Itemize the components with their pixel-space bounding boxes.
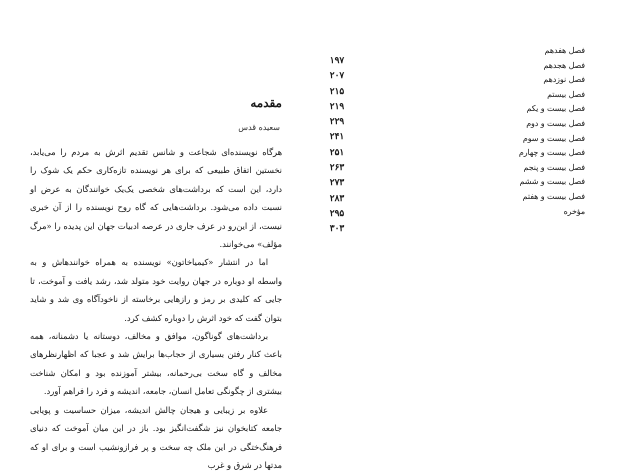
page-title: مقدمه (250, 96, 282, 110)
toc-chapter-title: فصل بیست و دوم (526, 118, 585, 128)
toc-page-number: ۲۷۳ (329, 178, 345, 189)
toc-page-number: ۳۰۳ (329, 224, 345, 235)
toc-page-number: ۱۹۷ (329, 56, 345, 66)
left-page (0, 0, 305, 472)
toc-page-number: ۲۱۵ (329, 86, 345, 97)
toc-chapter-list (475, 44, 585, 219)
toc-page-number: ۲۶۳ (329, 163, 345, 174)
paragraph: برداشت‌های گوناگون، موافق و مخالف، دوستانه یا دشمنانه، همه باعث کنار رفتن بسیاری از حجاب‌ها برایش شد و عجبا که اظهارنظرهای مخالف و گاه سخت بی‌رحمانه، بیشتر آموزنده بود و امکان شناخت بیشتری از چگونگی تعامل انسان، جامعه، اندیشه و فرد را فراهم آورد. (30, 331, 282, 397)
toc-page-number: ۲۹۵ (329, 208, 345, 219)
toc-chapter-title: فصل بیست و چهارم (518, 148, 585, 158)
toc-page-number: ۲۸۳ (329, 193, 345, 204)
toc-page-number: ۲۰۷ (329, 71, 345, 82)
toc-chapter-title: فصل هفدهم (544, 46, 585, 55)
right-page (305, 0, 617, 472)
toc-chapter-title: مؤخره (563, 206, 585, 216)
toc-page-number: ۲۱۹ (329, 101, 345, 112)
toc-chapter-title: فصل بیست و یکم (526, 104, 585, 114)
toc-page-number: ۲۴۱ (329, 132, 345, 143)
toc-page-number: ۲۲۹ (329, 117, 345, 128)
paragraph: علاوه بر زیبایی و هیجان چالش اندیشه، میزان حساسیت و پویایی جامعه کتابخوان نیز شگفت‌انگیز بود. باز در این میان آموخت که دنیای فرهنگ‌ختگی در این ملک چه سخت و پر فرازونشیب است و برای او که مدتها در شرق و غرب (30, 404, 282, 470)
toc-chapter-title: فصل نوزدهم (543, 75, 585, 85)
toc-page-number: ۲۵۱ (329, 147, 345, 158)
paragraph: اما در انتشار «کیمیاخاتون» نویسنده به همراه خوانندهاش و به واسطه او دوباره در جهان روایت خود متولد شد، رشد یافت و آموخت، تا جایی که کلیدی بر رمز و رازهایی برخاسته از ناخودآگاه وی شد و شاید بتوان گفت که خود اثرش را دوباره کشف کرد. (30, 257, 282, 323)
toc-chapter-title: فصل بیست و ششم (519, 177, 585, 187)
author-name: سعیده قدس (238, 123, 280, 132)
paragraph: هرگاه نویسنده‌ای شجاعت و شانس تقدیم اثرش به مردم را می‌یابد، نخستین اتفاق طبیعی که برای هر نویسنده تازه‌کاری حکم یک شوک را دارد، این است که برداشت‌های شخصی یک‌یک خوانندگان به عرض او نسبت داده می‌شود. برداشت‌هایی که گاه روح نویسنده را از آن خبری نیست، از این‌رو در عرف جاری در عرصه ادبیات جهان این پدیده را «مرگ مؤلف» می‌خوانند. (30, 147, 282, 250)
toc-chapter-title: فصل بیست و هفتم (522, 191, 585, 201)
introduction-text (30, 143, 282, 474)
toc-chapter-title: فصل بیست و پنجم (523, 162, 585, 172)
toc-chapter-title: فصل بیست و سوم (522, 133, 585, 143)
toc-page-numbers (317, 54, 357, 238)
toc-chapter-title: فصل هجدهم (543, 60, 585, 70)
toc-chapter-title: فصل بیستم (547, 89, 585, 99)
